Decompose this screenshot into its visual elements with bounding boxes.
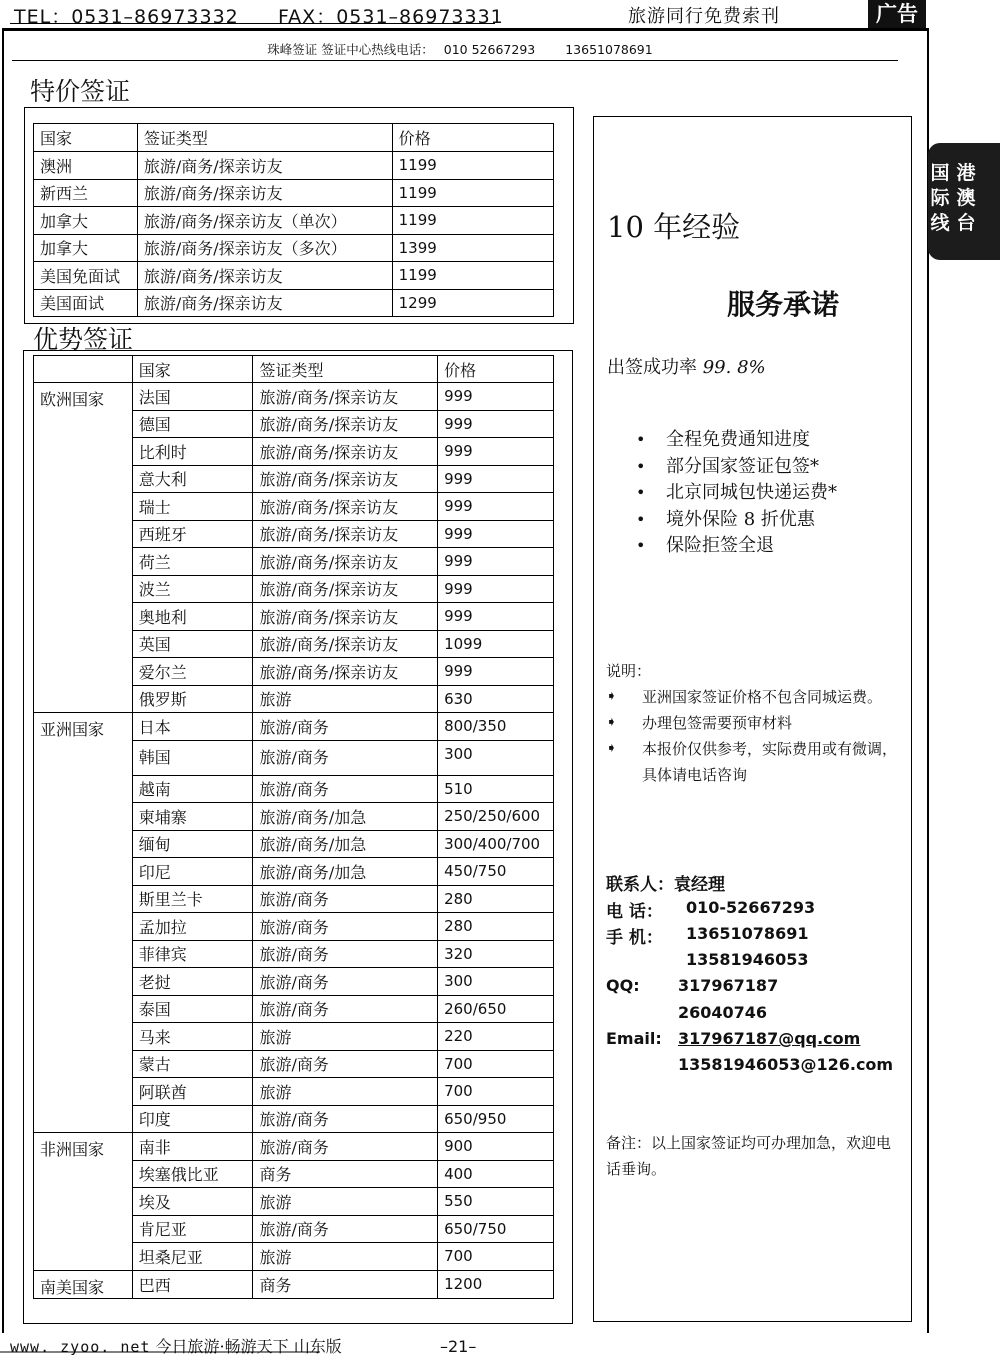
- header-fax: FAX：0531–86973331: [278, 6, 504, 28]
- adv-price: 999: [438, 410, 554, 438]
- adv-region: 亚洲国家: [34, 713, 133, 1133]
- adv-type: 旅游: [253, 1188, 438, 1216]
- adv-type: 旅游: [253, 1243, 438, 1271]
- promo-bullet: • 境外保险 8 折优惠: [636, 507, 837, 534]
- adv-price: 300: [438, 968, 554, 996]
- adv-country: 埃塞俄比亚: [132, 1160, 253, 1188]
- footer-slogan: 今日旅游·畅游天下 山东版: [150, 1337, 342, 1356]
- contact-qq-2: 26040746: [678, 1003, 768, 1022]
- adv-country: 泰国: [132, 995, 253, 1023]
- special-type: 旅游/商务/探亲访友: [137, 289, 392, 317]
- adv-row: [34, 383, 554, 411]
- note-item: [606, 710, 902, 736]
- adv-country: 老挝: [132, 968, 253, 996]
- special-type: 旅游/商务/探亲访友: [137, 262, 392, 290]
- contact-person-label: 联系人：: [606, 875, 674, 895]
- adv-country: 意大利: [132, 465, 253, 493]
- adv-type: 旅游/商务/探亲访友: [253, 383, 438, 411]
- special-price: 1199: [392, 152, 553, 180]
- adv-price: 280: [438, 885, 554, 913]
- adv-price: 999: [438, 658, 554, 686]
- adv-country: 菲律宾: [132, 940, 253, 968]
- note-item: [606, 684, 902, 710]
- top-bar: [0, 0, 1000, 28]
- adv-type: 商务: [253, 1160, 438, 1188]
- arrow-bullet-icon: ➧: [606, 689, 617, 704]
- adv-header-region: [34, 356, 133, 383]
- special-header-price: 价格: [392, 124, 553, 152]
- adv-type: 旅游/商务: [253, 913, 438, 941]
- contact-mobile-2: 13581946053: [686, 950, 809, 969]
- adv-price: 300/400/700: [438, 830, 554, 858]
- adv-price: 260/650: [438, 995, 554, 1023]
- adv-country: 奥地利: [132, 603, 253, 631]
- adv-price: 220: [438, 1023, 554, 1051]
- adv-type: 商务: [253, 1270, 438, 1298]
- notes-title: 说明：: [606, 662, 652, 680]
- adv-country: 肯尼亚: [132, 1215, 253, 1243]
- adv-price: 999: [438, 548, 554, 576]
- contact-person-line: [606, 870, 725, 895]
- header-tel: TEL：0531–86973332: [14, 6, 239, 28]
- side-tab-col-2: 港澳台: [956, 162, 976, 234]
- adv-country: 孟加拉: [132, 913, 253, 941]
- special-type: 旅游/商务/探亲访友（多次）: [137, 234, 392, 262]
- adv-type: 旅游: [253, 685, 438, 713]
- adv-type: 旅游/商务/探亲访友: [253, 465, 438, 493]
- arrow-bullet-icon: ➧: [606, 715, 617, 730]
- adv-country: 柬埔寨: [132, 803, 253, 831]
- adv-price: 999: [438, 575, 554, 603]
- hotline-phone-2: 13651078691: [565, 42, 653, 57]
- advantage-visas-table: [33, 355, 554, 1299]
- adv-country: 印尼: [132, 858, 253, 886]
- adv-country: 埃及: [132, 1188, 253, 1216]
- adv-price: 630: [438, 685, 554, 713]
- adv-price: 510: [438, 775, 554, 803]
- adv-type: 旅游/商务/探亲访友: [253, 548, 438, 576]
- adv-country: 荷兰: [132, 548, 253, 576]
- adv-header-country: 国家: [132, 356, 253, 383]
- special-type: 旅游/商务/探亲访友: [137, 152, 392, 180]
- promo-bullet: • 保险拒签全退: [636, 533, 837, 560]
- special-country: 加拿大: [34, 207, 138, 235]
- adv-type: 旅游/商务: [253, 885, 438, 913]
- adv-row: [34, 1133, 554, 1161]
- promo-bullet: • 部分国家签证包签*: [636, 454, 837, 481]
- adv-country: 波兰: [132, 575, 253, 603]
- special-row: [34, 179, 554, 207]
- special-row: [34, 234, 554, 262]
- adv-type: 旅游: [253, 1023, 438, 1051]
- special-row: [34, 152, 554, 180]
- adv-country: 缅甸: [132, 830, 253, 858]
- special-price: 1199: [392, 207, 553, 235]
- adv-row: [34, 1270, 554, 1298]
- adv-country: 爱尔兰: [132, 658, 253, 686]
- special-country: 美国面试: [34, 289, 138, 317]
- adv-header-row: [34, 356, 554, 383]
- adv-price: 700: [438, 1078, 554, 1106]
- side-tab-col-1: 国际线: [930, 162, 950, 234]
- special-header-type: 签证类型: [137, 124, 392, 152]
- adv-country: 瑞士: [132, 493, 253, 521]
- promo-success-label: 出签成功率: [607, 357, 703, 378]
- contact-phone-label: 电 话：: [606, 902, 663, 922]
- adv-country: 韩国: [132, 740, 253, 775]
- note-item: [606, 736, 902, 788]
- hotline-bar: [0, 40, 920, 58]
- special-country: 新西兰: [34, 179, 138, 207]
- promo-bullet: • 北京同城包快递运费*: [636, 480, 837, 507]
- promo-service-title: 服务承诺: [727, 288, 840, 321]
- special-type: 旅游/商务/探亲访友（单次）: [137, 207, 392, 235]
- adv-type: 旅游/商务/探亲访友: [253, 410, 438, 438]
- footer-url[interactable]: www. zyoo. net: [10, 1338, 151, 1356]
- adv-type: 旅游/商务: [253, 713, 438, 741]
- contact-qq-label: QQ:: [606, 976, 640, 995]
- special-header-country: 国家: [34, 124, 138, 152]
- adv-price: 700: [438, 1243, 554, 1271]
- adv-price: 999: [438, 603, 554, 631]
- adv-price: 1099: [438, 630, 554, 658]
- adv-price: 400: [438, 1160, 554, 1188]
- arrow-bullet-icon: ➧: [606, 741, 617, 756]
- special-row: [34, 289, 554, 317]
- promo-bullet: • 全程免费通知进度: [636, 427, 837, 454]
- adv-type: 旅游/商务/加急: [253, 803, 438, 831]
- adv-price: 1200: [438, 1270, 554, 1298]
- adv-price: 550: [438, 1188, 554, 1216]
- special-price: 1199: [392, 262, 553, 290]
- adv-price: 300: [438, 740, 554, 775]
- note-text: 办理包签需要预审材料: [642, 714, 793, 732]
- adv-type: 旅游: [253, 1078, 438, 1106]
- adv-type: 旅游/商务/探亲访友: [253, 438, 438, 466]
- promo-experience: 10 年经验: [607, 210, 741, 244]
- adv-country: 印度: [132, 1105, 253, 1133]
- adv-price: 280: [438, 913, 554, 941]
- adv-type: 旅游/商务: [253, 775, 438, 803]
- contact-email-label: Email:: [606, 1029, 662, 1048]
- adv-price: 999: [438, 520, 554, 548]
- adv-country: 日本: [132, 713, 253, 741]
- promo-bullet-list: [636, 427, 837, 560]
- adv-country: 越南: [132, 775, 253, 803]
- special-price: 1299: [392, 289, 553, 317]
- adv-type: 旅游/商务: [253, 995, 438, 1023]
- contact-qq-1: 317967187: [678, 976, 779, 995]
- adv-type: 旅游/商务/加急: [253, 830, 438, 858]
- adv-type: 旅游/商务/探亲访友: [253, 658, 438, 686]
- adv-type: 旅游/商务: [253, 1050, 438, 1078]
- adv-type: 旅游/商务/探亲访友: [253, 603, 438, 631]
- adv-country: 南非: [132, 1133, 253, 1161]
- hotline-label: 珠峰签证 签证中心热线电话：: [267, 42, 434, 57]
- special-country: 美国免面试: [34, 262, 138, 290]
- adv-price: 450/750: [438, 858, 554, 886]
- special-row: [34, 207, 554, 235]
- adv-header-type: 签证类型: [253, 356, 438, 383]
- adv-type: 旅游/商务: [253, 1133, 438, 1161]
- special-country: 澳洲: [34, 152, 138, 180]
- adv-price: 999: [438, 493, 554, 521]
- adv-country: 法国: [132, 383, 253, 411]
- adv-type: 旅游/商务: [253, 968, 438, 996]
- promo-success-line: [607, 353, 766, 379]
- adv-country: 蒙古: [132, 1050, 253, 1078]
- adv-header-price: 价格: [438, 356, 554, 383]
- note-text: 亚洲国家签证价格不包含同城运费。: [642, 688, 883, 706]
- adv-country: 比利时: [132, 438, 253, 466]
- contact-mobile-1: 13651078691: [686, 924, 809, 943]
- adv-price: 650/950: [438, 1105, 554, 1133]
- special-price: 1399: [392, 234, 553, 262]
- adv-price: 999: [438, 383, 554, 411]
- adv-price: 700: [438, 1050, 554, 1078]
- adv-region: 非洲国家: [34, 1133, 133, 1271]
- adv-type: 旅游/商务/探亲访友: [253, 630, 438, 658]
- ad-badge: 广告: [868, 0, 926, 28]
- adv-row: [34, 713, 554, 741]
- adv-price: 999: [438, 438, 554, 466]
- special-price: 1199: [392, 179, 553, 207]
- header-index-title: 旅游同行免费索刊: [628, 6, 780, 27]
- header-underline: [10, 23, 495, 24]
- adv-country: 斯里兰卡: [132, 885, 253, 913]
- special-row: [34, 262, 554, 290]
- contact-phone: 010-52667293: [686, 898, 816, 917]
- adv-type: 旅游/商务/探亲访友: [253, 493, 438, 521]
- special-header-row: [34, 124, 554, 152]
- adv-type: 旅游/商务: [253, 1105, 438, 1133]
- special-type: 旅游/商务/探亲访友: [137, 179, 392, 207]
- promo-remark: 备注：以上国家签证均可办理加急，欢迎电话垂询。: [606, 1134, 892, 1178]
- footer-underline: [0, 1350, 500, 1356]
- special-visas-title: 特价签证: [30, 77, 131, 106]
- adv-country: 坦桑尼亚: [132, 1243, 253, 1271]
- adv-price: 320: [438, 940, 554, 968]
- adv-region: 南美国家: [34, 1270, 133, 1298]
- adv-type: 旅游/商务: [253, 940, 438, 968]
- hotline-phone-1: 010 52667293: [443, 42, 536, 57]
- adv-price: 900: [438, 1133, 554, 1161]
- promo-notes: [606, 662, 902, 788]
- adv-type: 旅游/商务/探亲访友: [253, 520, 438, 548]
- contact-email-1[interactable]: 317967187@qq.com: [678, 1029, 861, 1048]
- adv-country: 英国: [132, 630, 253, 658]
- special-visas-table: [33, 123, 554, 317]
- adv-price: 650/750: [438, 1215, 554, 1243]
- adv-type: 旅游/商务: [253, 1215, 438, 1243]
- adv-country: 马来: [132, 1023, 253, 1051]
- adv-price: 999: [438, 465, 554, 493]
- contact-mobile-label: 手 机：: [606, 928, 663, 948]
- contact-email-2[interactable]: 13581946053@126.com: [678, 1055, 894, 1074]
- note-text: 本报价仅供参考，实际费用或有微调，具体请电话咨询: [642, 740, 898, 784]
- adv-country: 德国: [132, 410, 253, 438]
- adv-price: 250/250/600: [438, 803, 554, 831]
- hotline-divider: [12, 60, 898, 61]
- adv-country: 阿联酋: [132, 1078, 253, 1106]
- page-number: –21–: [440, 1337, 477, 1356]
- special-country: 加拿大: [34, 234, 138, 262]
- adv-type: 旅游/商务: [253, 740, 438, 775]
- side-tab: [928, 143, 1000, 260]
- adv-type: 旅游/商务/探亲访友: [253, 575, 438, 603]
- advantage-visas-title: 优势签证: [33, 325, 134, 354]
- adv-region: 欧洲国家: [34, 383, 133, 713]
- adv-country: 西班牙: [132, 520, 253, 548]
- promo-success-rate: 99. 8%: [702, 357, 766, 378]
- adv-price: 800/350: [438, 713, 554, 741]
- adv-country: 巴西: [132, 1270, 253, 1298]
- contact-person: 袁经理: [674, 875, 725, 895]
- adv-country: 俄罗斯: [132, 685, 253, 713]
- adv-type: 旅游/商务/加急: [253, 858, 438, 886]
